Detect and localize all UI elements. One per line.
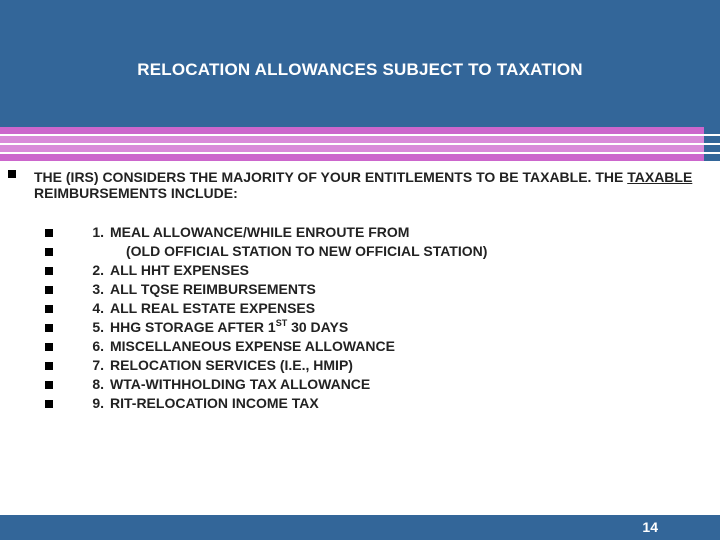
decorative-stripes (0, 127, 720, 163)
list-item (74, 281, 674, 297)
list-item (74, 395, 674, 411)
list-item (74, 319, 674, 335)
list-item (74, 376, 674, 392)
list-item-continuation (126, 243, 720, 259)
slide-title: RELOCATION ALLOWANCES SUBJECT TO TAXATION (137, 60, 583, 79)
item-text: WTA-WITHHOLDING TAX ALLOWANCE (110, 376, 371, 392)
item-text: (OLD OFFICIAL STATION TO NEW OFFICIAL STATION) (126, 243, 488, 259)
square-bullet-icon (45, 400, 53, 408)
stripe (0, 136, 720, 143)
item-number: 3. (92, 281, 104, 297)
item-number: 5. (92, 319, 104, 335)
page-number: 14 (642, 519, 658, 535)
item-text: ALL HHT EXPENSES (110, 262, 249, 278)
list-item (74, 338, 674, 354)
square-bullet-icon (45, 305, 53, 313)
item-text: MEAL ALLOWANCE/WHILE ENROUTE FROM (110, 224, 410, 240)
stripe (0, 127, 720, 134)
list-item (74, 224, 674, 240)
list-item (74, 300, 674, 316)
item-text: RIT-RELOCATION INCOME TAX (110, 395, 319, 411)
square-bullet-icon (45, 286, 53, 294)
item-text: MISCELLANEOUS EXPENSE ALLOWANCE (110, 338, 395, 354)
item-number: 2. (92, 262, 104, 278)
item-number: 1. (92, 224, 104, 240)
stripe (0, 145, 720, 152)
square-bullet-icon (45, 324, 53, 332)
square-bullet-icon (45, 381, 53, 389)
item-number: 7. (92, 357, 104, 373)
square-bullet-icon (45, 229, 53, 237)
square-bullet-icon (8, 170, 16, 178)
list-item (74, 262, 674, 278)
intro-paragraph (34, 169, 704, 201)
item-number: 9. (92, 395, 104, 411)
item-number: 4. (92, 300, 104, 316)
square-bullet-icon (45, 248, 53, 256)
item-superscript: ST (275, 318, 288, 328)
item-text: HHG STORAGE AFTER 1 (110, 319, 276, 335)
item-text-end: 30 DAYS (287, 319, 349, 335)
footer-bar (0, 515, 720, 540)
square-bullet-icon (45, 343, 53, 351)
stripe (0, 154, 720, 161)
item-number: 6. (92, 338, 104, 354)
intro-text-end: REIMBURSEMENTS INCLUDE: (34, 185, 238, 201)
item-number: 8. (92, 376, 104, 392)
intro-text: THE (IRS) CONSIDERS THE MAJORITY OF YOUR ENTITLEMENTS TO BE TAXABLE. THE (34, 169, 628, 185)
square-bullet-icon (45, 362, 53, 370)
item-text: ALL REAL ESTATE EXPENSES (110, 300, 316, 316)
title-bar (0, 0, 720, 127)
square-bullet-icon (45, 267, 53, 275)
intro-underlined-word: TAXABLE (627, 169, 693, 185)
item-text: ALL TQSE REIMBURSEMENTS (110, 281, 316, 297)
item-text: RELOCATION SERVICES (I.E., HMIP) (110, 357, 353, 373)
list-item (74, 357, 674, 373)
